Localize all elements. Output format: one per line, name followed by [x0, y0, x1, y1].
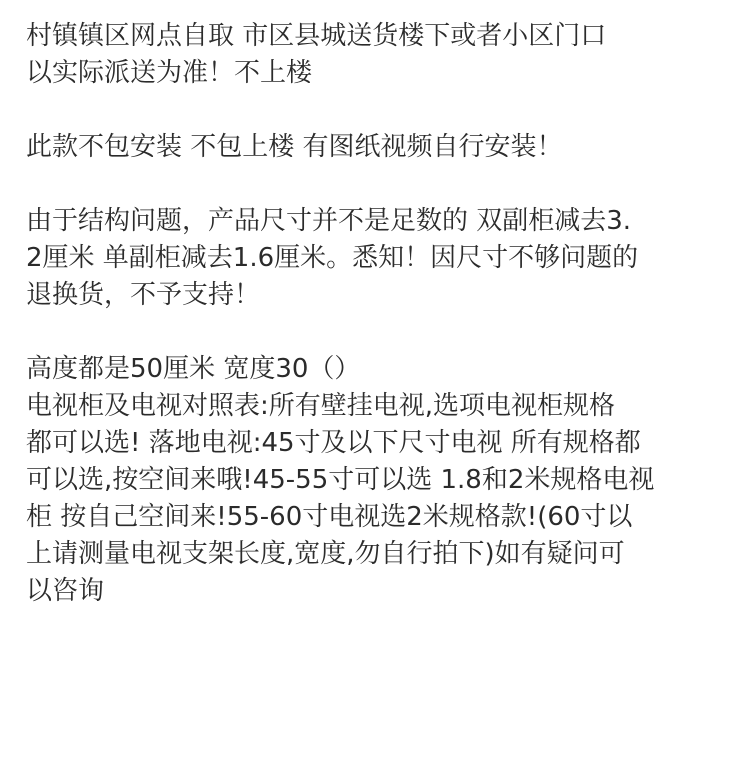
text-line: 以咨询 — [26, 576, 105, 606]
text-line: 退换货，不予支持！ — [26, 280, 261, 310]
text-line: 2厘米 单副柜减去1.6厘米。悉知！因尺寸不够问题的 — [26, 243, 639, 273]
text-line: 由于结构问题，产品尺寸并不是足数的 双副柜减去3. — [26, 206, 632, 236]
paragraph-spacer — [26, 166, 726, 203]
text-line: 以实际派送为准！不上楼 — [26, 58, 313, 88]
notice-document — [26, 18, 726, 610]
installation-paragraph — [26, 129, 726, 166]
text-line: 上请测量电视支架长度,宽度,勿自行拍下)如有疑问可 — [26, 539, 625, 569]
text-line: 可以选,按空间来哦!45-55寸可以选 1.8和2米规格电视 — [26, 465, 655, 495]
text-line: 柜 按自己空间来!55-60寸电视选2米规格款!(60寸以 — [26, 502, 633, 532]
paragraph-spacer — [26, 92, 726, 129]
text-line: 村镇镇区网点自取 市区县城送货楼下或者小区门口 — [26, 21, 607, 51]
text-line: 高度都是50厘米 宽度30（） — [26, 354, 361, 384]
dimensions-paragraph — [26, 351, 726, 610]
paragraph-spacer — [26, 314, 726, 351]
text-line: 此款不包安装 不包上楼 有图纸视频自行安装！ — [26, 132, 563, 162]
delivery-paragraph — [26, 18, 726, 92]
text-line: 电视柜及电视对照表:所有壁挂电视,选项电视柜规格 — [26, 391, 616, 421]
text-line: 都可以选! 落地电视:45寸及以下尺寸电视 所有规格都 — [26, 428, 641, 458]
size-notice-paragraph — [26, 203, 726, 314]
